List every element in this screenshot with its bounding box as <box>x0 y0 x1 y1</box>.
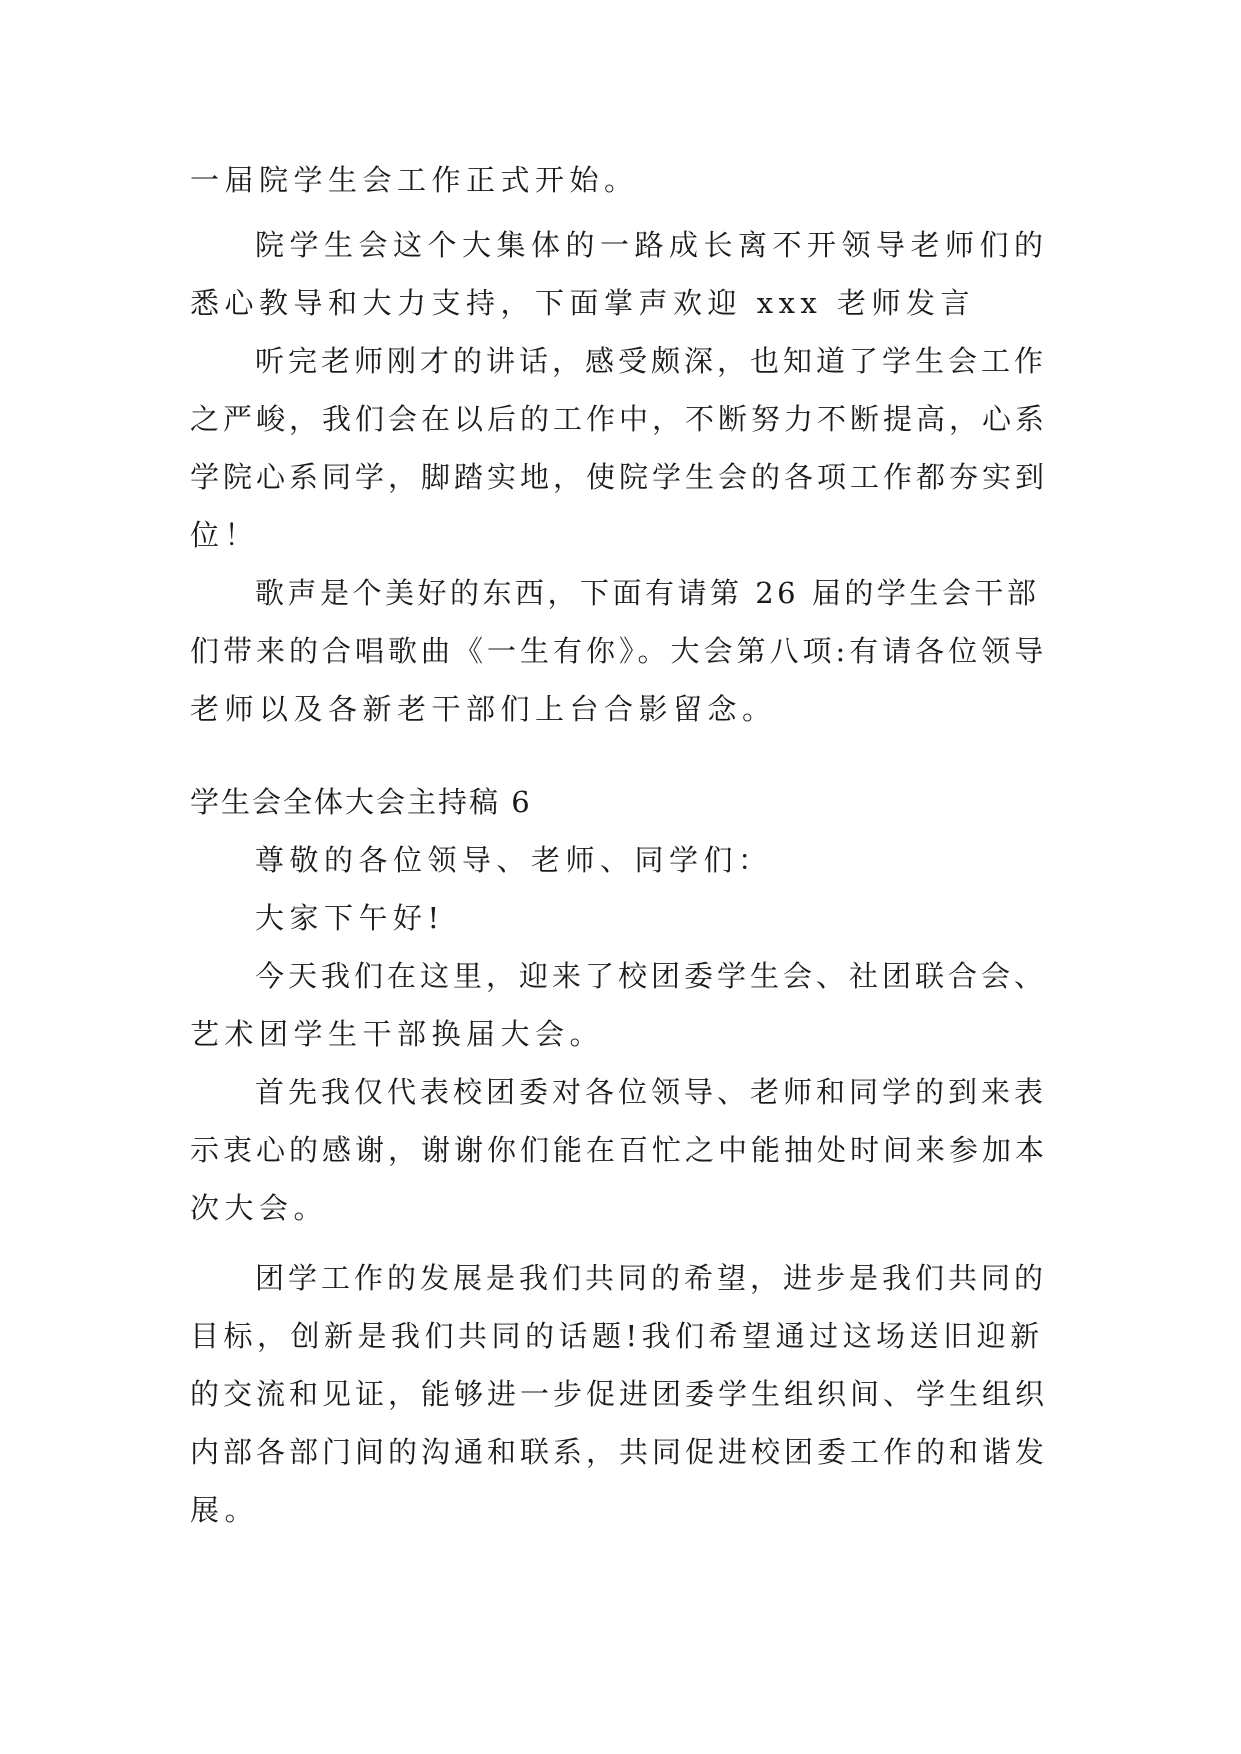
text-line: 的交流和见证，能够进一步促进团委学生组织间、学生组织 <box>190 1377 1049 1411</box>
text-line: 听完老师刚才的讲话，感受颇深，也知道了学生会工作 <box>255 344 1048 378</box>
text-line: 示衷心的感谢，谢谢你们能在百忙之中能抽处时间来参加本 <box>190 1133 1049 1167</box>
text-line: 内部各部门间的沟通和联系，共同促进校团委工作的和谐发 <box>190 1435 1049 1469</box>
text-line: 展。 <box>190 1493 260 1527</box>
text-line: 团学工作的发展是我们共同的希望，进步是我们共同的 <box>255 1261 1048 1295</box>
text-line: 今天我们在这里，迎来了校团委学生会、社团联合会、 <box>255 959 1048 993</box>
text-line: 艺术团学生干部换届大会。 <box>190 1017 605 1051</box>
text-line: 大家下午好! <box>255 901 445 935</box>
text-line: 次大会。 <box>190 1191 329 1225</box>
text-line: 老师以及各新老干部们上台合影留念。 <box>190 692 777 726</box>
text-line: 歌声是个美好的东西，下面有请第 26 届的学生会干部 <box>255 576 1040 610</box>
text-line: 学院心系同学，脚踏实地，使院学生会的各项工作都夯实到 <box>190 460 1049 494</box>
text-line: 们带来的合唱歌曲《一生有你》。大会第八项:有请各位领导 <box>190 634 1048 668</box>
text-line: 之严峻，我们会在以后的工作中，不断努力不断提高，心系 <box>190 402 1049 436</box>
text-line: 悉心教导和大力支持，下面掌声欢迎 xxx 老师发言 <box>190 286 976 320</box>
text-line: 一届院学生会工作正式开始。 <box>190 163 639 197</box>
text-line: 首先我仅代表校团委对各位领导、老师和同学的到来表 <box>255 1075 1048 1109</box>
text-line: 目标，创新是我们共同的话题!我们希望通过这场送旧迎新 <box>190 1319 1044 1353</box>
text-line: 位！ <box>190 518 260 552</box>
text-line: 院学生会这个大集体的一路成长离不开领导老师们的 <box>255 228 1049 262</box>
section-heading: 学生会全体大会主持稿 6 <box>190 785 532 819</box>
text-line: 尊敬的各位领导、老师、同学们： <box>255 843 773 877</box>
